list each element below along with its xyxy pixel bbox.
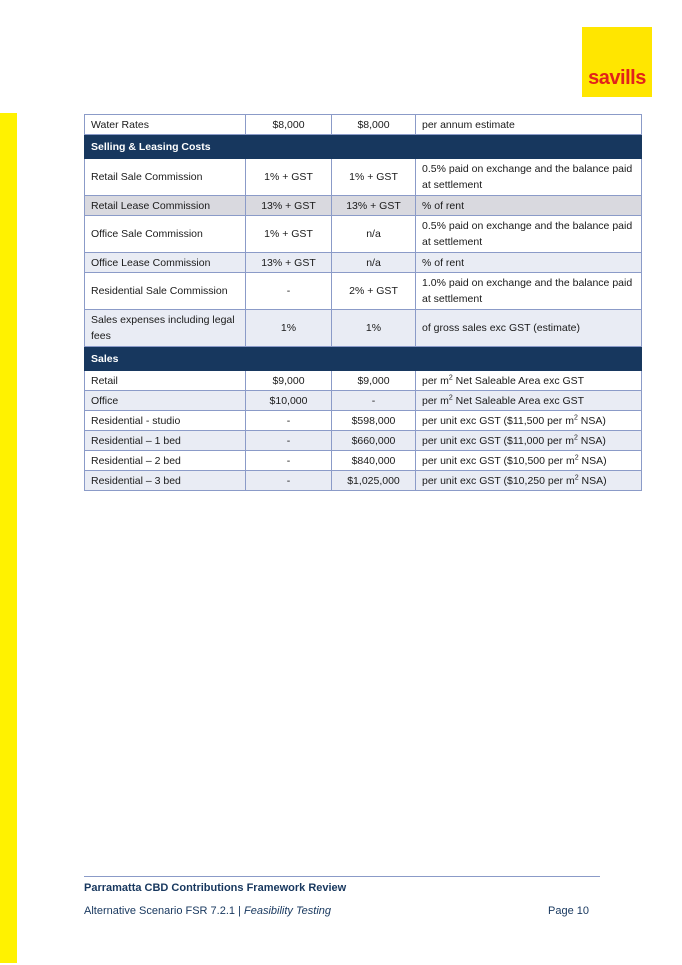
- footer-subtitle-main: Alternative Scenario FSR 7.2.1 |: [84, 905, 244, 917]
- row-label: Office Sale Commission: [85, 216, 246, 253]
- table-row: [85, 196, 642, 216]
- footer-divider: [84, 876, 600, 877]
- row-note: % of rent: [416, 253, 642, 273]
- footer-report-title: Parramatta CBD Contributions Framework Review: [84, 882, 347, 894]
- value-alternative: $1,025,000: [332, 471, 416, 491]
- value-alternative: n/a: [332, 216, 416, 253]
- value-base-case: 13% + GST: [246, 253, 332, 273]
- row-label: Office Lease Commission: [85, 253, 246, 273]
- table-row: [85, 371, 642, 391]
- note-text: per unit exc GST ($10,250 per m: [422, 474, 575, 487]
- section-header-row: [85, 135, 642, 159]
- table-row: [85, 411, 642, 431]
- footer-subtitle: [84, 905, 331, 917]
- value-base-case: -: [246, 431, 332, 451]
- note-superscript: 2: [448, 394, 453, 401]
- note-text-end: NSA): [578, 454, 607, 467]
- row-note: [416, 391, 642, 411]
- row-note: [416, 431, 642, 451]
- row-note: % of rent: [416, 196, 642, 216]
- footer-subtitle-italic: Feasibility Testing: [244, 905, 332, 917]
- row-note: per annum estimate: [416, 115, 642, 135]
- note-text-end: NSA): [577, 414, 606, 427]
- value-base-case: 1% + GST: [246, 159, 332, 196]
- left-accent-bar: [0, 113, 17, 963]
- value-base-case: $9,000: [246, 371, 332, 391]
- row-note: [416, 471, 642, 491]
- row-label: Residential – 1 bed: [85, 431, 246, 451]
- value-alternative: 1%: [332, 310, 416, 347]
- row-label: Residential – 2 bed: [85, 451, 246, 471]
- value-base-case: 1% + GST: [246, 216, 332, 253]
- row-label: Residential - studio: [85, 411, 246, 431]
- value-alternative: $598,000: [332, 411, 416, 431]
- table-row: [85, 159, 642, 196]
- page-number: Page 10: [548, 905, 589, 917]
- table-row: [85, 451, 642, 471]
- note-text-end: NSA): [577, 434, 606, 447]
- note-superscript: 2: [448, 374, 453, 381]
- value-alternative: $840,000: [332, 451, 416, 471]
- table-row: [85, 273, 642, 310]
- note-text: per unit exc GST ($10,500 per m: [422, 454, 575, 467]
- table-row: [85, 253, 642, 273]
- row-label: Residential Sale Commission: [85, 273, 246, 310]
- row-note: 0.5% paid on exchange and the balance paid at settlement: [416, 159, 642, 196]
- value-base-case: 1%: [246, 310, 332, 347]
- row-label: Retail: [85, 371, 246, 391]
- note-superscript: 2: [574, 474, 579, 481]
- row-note: of gross sales exc GST (estimate): [416, 310, 642, 347]
- note-text: per m: [422, 394, 449, 407]
- table-row: [85, 391, 642, 411]
- savills-logo: [582, 27, 652, 97]
- note-text-end: NSA): [578, 474, 607, 487]
- table-row: [85, 216, 642, 253]
- row-label: Residential – 3 bed: [85, 471, 246, 491]
- table-row: [85, 115, 642, 135]
- row-label: Water Rates: [85, 115, 246, 135]
- note-text: per unit exc GST ($11,500 per m: [422, 414, 574, 427]
- row-note: [416, 371, 642, 391]
- value-base-case: $8,000: [246, 115, 332, 135]
- table-row: [85, 310, 642, 347]
- value-alternative: $660,000: [332, 431, 416, 451]
- value-base-case: $10,000: [246, 391, 332, 411]
- row-note: 1.0% paid on exchange and the balance paid at settlement: [416, 273, 642, 310]
- section-header-label: Sales: [85, 347, 642, 371]
- value-alternative: 2% + GST: [332, 273, 416, 310]
- note-text-end: Net Saleable Area exc GST: [452, 394, 585, 407]
- row-note: [416, 451, 642, 471]
- note-superscript: 2: [574, 454, 579, 461]
- value-base-case: 13% + GST: [246, 196, 332, 216]
- row-note: 0.5% paid on exchange and the balance paid at settlement: [416, 216, 642, 253]
- section-header-row: [85, 347, 642, 371]
- value-base-case: -: [246, 411, 332, 431]
- value-base-case: -: [246, 273, 332, 310]
- section-header-label: Selling & Leasing Costs: [85, 135, 642, 159]
- value-alternative: 13% + GST: [332, 196, 416, 216]
- row-label: Office: [85, 391, 246, 411]
- row-label: Sales expenses including legal fees: [85, 310, 246, 347]
- value-base-case: -: [246, 451, 332, 471]
- costs-table-body: [85, 115, 642, 491]
- table-row: [85, 431, 642, 451]
- row-note: [416, 411, 642, 431]
- value-alternative: -: [332, 391, 416, 411]
- note-text: per m: [422, 374, 449, 387]
- costs-table: [84, 114, 642, 491]
- row-label: Retail Lease Commission: [85, 196, 246, 216]
- value-alternative: $9,000: [332, 371, 416, 391]
- value-alternative: n/a: [332, 253, 416, 273]
- value-alternative: 1% + GST: [332, 159, 416, 196]
- value-base-case: -: [246, 471, 332, 491]
- row-label: Retail Sale Commission: [85, 159, 246, 196]
- logo-text: savills: [588, 67, 646, 89]
- table-row: [85, 471, 642, 491]
- note-superscript: 2: [573, 434, 578, 441]
- note-superscript: 2: [573, 414, 578, 421]
- note-text: per unit exc GST ($11,000 per m: [422, 434, 574, 447]
- value-alternative: $8,000: [332, 115, 416, 135]
- note-text-end: Net Saleable Area exc GST: [452, 374, 585, 387]
